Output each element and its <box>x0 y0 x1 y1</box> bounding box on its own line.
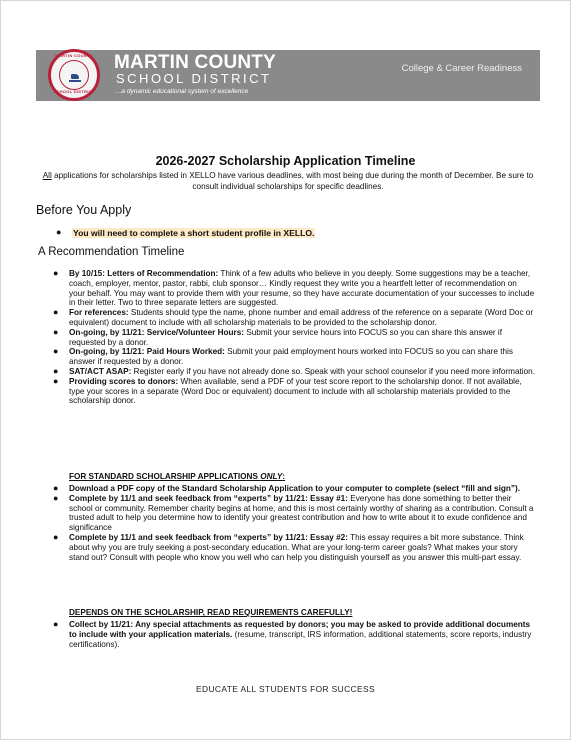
district-tagline: ...a dynamic educational system of excellence <box>116 88 249 95</box>
list-item: ● On-going, by 11/21: Paid Hours Worked: Submit your paid employment hours worked into FOCUS so you can share this answer if requested by a donor. <box>53 346 513 367</box>
intro-text: applications for scholarships listed in XELLO have various deadlines, with most being due during the month of December. Be sure to consult individual scholarships for specific deadlines. <box>51 171 534 191</box>
list-item: ● Complete by 11/1 and seek feedback from “experts” by 11/21: Essay #1: Everyone has done something to better their school or community. Remember charity begins at home, and this is most certainly worthy of sharing as a contribution. Consult a trusted adult to help you determine how to identify your greatest contribution and how to write about it to exude confidence and significance <box>53 492 534 533</box>
bullet-icon: ● <box>53 492 59 503</box>
before-you-apply-heading: Before You Apply <box>36 203 132 217</box>
list-item: ● By 10/15: Letters of Recommendation: Think of a few adults who believe in you deeply. Some suggestions may be a teacher, coach, employer, mentor, pastor, rabbi, club sponsor… Kindly request they write you a heartfelt letter of recommendation on your behalf. You may want to provide them with your resume, so they have accurate documentation of your successes to include in their letter. Two to three separate letters are suggested. <box>53 268 535 308</box>
district-name-line2: SCHOOL DISTRICT <box>116 71 272 86</box>
depends-section-heading: DEPENDS ON THE SCHOLARSHIP, READ REQUIREMENTS CAREFULLY! <box>69 608 353 617</box>
list-item: ● On-going, by 11/21: Service/Volunteer Hours: Submit your service hours into FOCUS so you can share this answer if requested by a donor. <box>53 326 503 347</box>
footer-motto: EDUCATE ALL STUDENTS FOR SUCCESS <box>196 684 375 694</box>
bullet-icon: ● <box>53 307 59 318</box>
recommendation-list <box>53 269 535 406</box>
bullet-icon: ● <box>53 326 59 337</box>
district-seal-logo <box>48 49 100 101</box>
department-name: College & Career Readiness <box>401 63 522 74</box>
list-item: ● SAT/ACT ASAP: Register early if you have not already done so. Speak with your school counselor if you need more information. <box>53 365 535 376</box>
bullet-icon: ● <box>53 375 59 386</box>
bullet-icon: ● <box>53 531 59 542</box>
recommendation-timeline-heading: A Recommendation Timeline <box>38 246 185 258</box>
intro-paragraph <box>36 171 540 192</box>
bullet-icon: ● <box>53 346 59 357</box>
list-item: ● Collect by 11/21: Any special attachments as requested by donors; you may be asked to provide additional documents to include with your application materials. (resume, transcript, IRS information, additional statements, score reports, industry certifications). <box>53 619 532 649</box>
list-item: ● For references: Students should type the name, phone number and email address of the reference on a separate (Word Doc or equivalent) document to include with all scholarship materials to be provided to the scholarship donor. <box>53 307 534 327</box>
bullet-icon: ● <box>53 365 59 376</box>
bullet-icon: ● <box>53 619 59 629</box>
profile-note-text: You will need to complete a short student profile in XELLO. <box>73 228 315 238</box>
district-header-banner <box>36 50 540 101</box>
list-item: ● Complete by 11/1 and seek feedback from “experts” by 11/21: Essay #2: This essay requires a bit more substance. Think about why you are truly seeking a post-secondary education. What are your long-term career goals? What makes your story stand out? Consult with people who know you well who can help you distinguish yourself as you answer this multi-part essay. <box>53 531 524 562</box>
seal-text-bottom: SCHOOL DISTRICT <box>53 89 95 94</box>
page-title: 2026-2027 Scholarship Application Timeline <box>155 154 416 168</box>
intro-lead: All <box>42 171 52 180</box>
bullet-icon: ● <box>53 483 59 493</box>
depends-list <box>53 620 535 649</box>
seal-text-top: MARTIN COUNTY <box>55 53 93 58</box>
list-item: ● Providing scores to donors: When available, send a PDF of your test score report to the scholarship donor. If not available, type your scores in a separate (Word Doc or equivalent) document to include with all scholarship materials provided to the scholarship donor. <box>53 375 522 406</box>
list-item: ● Download a PDF copy of the Standard Scholarship Application to your computer to complete (select “fill and sign”). <box>53 483 520 493</box>
standard-list <box>53 484 535 562</box>
district-name-line1: MARTIN COUNTY <box>114 52 276 73</box>
lamp-icon <box>71 74 79 79</box>
bullet-icon: ● <box>56 227 62 238</box>
profile-note <box>56 228 315 238</box>
bullet-icon: ● <box>53 268 59 278</box>
standard-section-heading: FOR STANDARD SCHOLARSHIP APPLICATIONS ONLY: <box>69 472 286 481</box>
